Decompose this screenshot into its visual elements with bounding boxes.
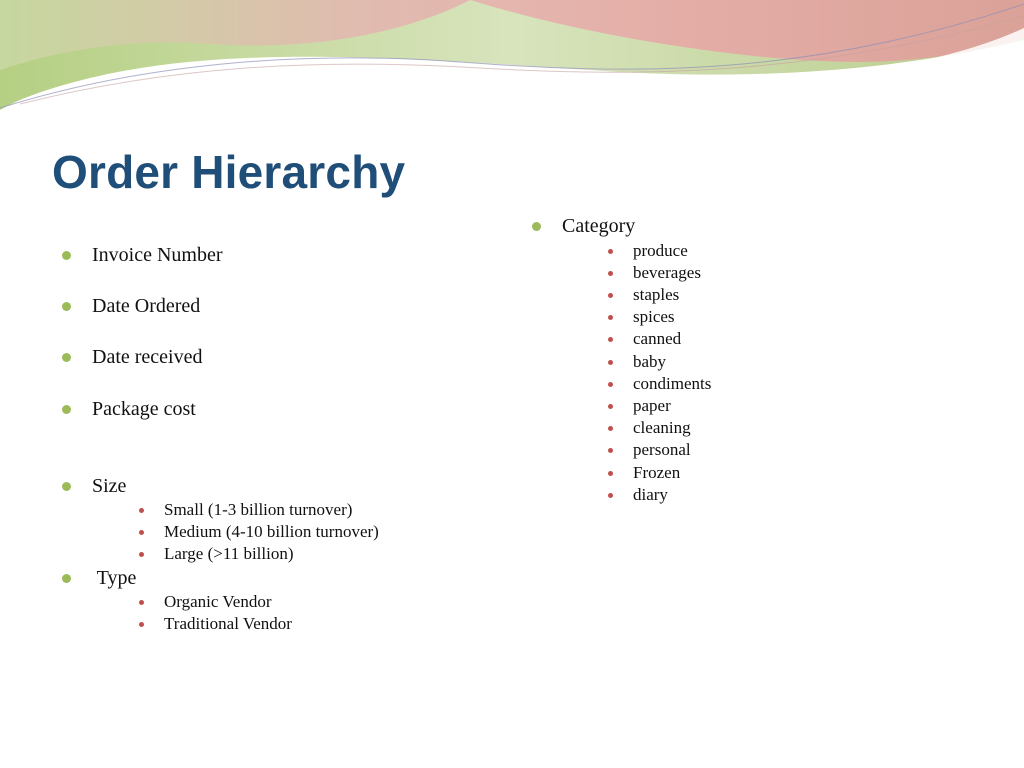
sub-bullet-text: canned — [633, 329, 682, 348]
header-wave-decoration — [0, 0, 1024, 140]
sub-bullet-text: cleaning — [633, 418, 691, 437]
bullet-category — [562, 214, 635, 238]
sub-bullet-text: Large (>11 billion) — [164, 544, 294, 563]
sub-bullet-size-large — [164, 543, 294, 565]
sub-bullet-icon — [608, 293, 613, 298]
sub-bullet-icon — [608, 337, 613, 342]
bullet-icon — [62, 482, 71, 491]
sub-bullet-type-traditional — [164, 613, 292, 635]
bullet-text: Category — [562, 215, 636, 237]
sub-bullet-icon — [608, 360, 613, 365]
bullet-size — [92, 474, 126, 498]
sub-bullet-size-small — [164, 499, 352, 521]
sub-bullet-category-personal — [633, 439, 691, 461]
sub-bullet-icon — [139, 622, 144, 627]
sub-bullet-text: diary — [633, 485, 668, 504]
bullet-text: Date Ordered — [92, 295, 201, 317]
bullet-date-ordered — [92, 294, 200, 318]
sub-bullet-text: produce — [633, 241, 688, 260]
sub-bullet-text: spices — [633, 307, 675, 326]
sub-bullet-icon — [608, 382, 613, 387]
sub-bullet-category-cleaning — [633, 417, 691, 439]
bullet-icon — [62, 405, 71, 414]
sub-bullet-text: condiments — [633, 374, 712, 393]
sub-bullet-icon — [139, 508, 144, 513]
sub-bullet-category-canned — [633, 328, 681, 350]
sub-bullet-text: baby — [633, 352, 667, 371]
sub-bullet-type-organic — [164, 591, 272, 613]
sub-bullet-category-paper — [633, 395, 671, 417]
sub-bullet-text: Frozen — [633, 463, 681, 482]
bullet-date-received — [92, 345, 202, 369]
sub-bullet-icon — [608, 271, 613, 276]
sub-bullet-icon — [608, 315, 613, 320]
sub-bullet-icon — [608, 426, 613, 431]
sub-bullet-icon — [608, 404, 613, 409]
sub-bullet-category-frozen — [633, 462, 680, 484]
sub-bullet-text: beverages — [633, 263, 701, 282]
sub-bullet-icon — [139, 552, 144, 557]
bullet-icon — [62, 302, 71, 311]
sub-bullet-text: Organic Vendor — [164, 592, 272, 611]
bullet-invoice-number — [92, 243, 223, 267]
bullet-text: Size — [92, 475, 127, 497]
sub-bullet-category-spices — [633, 306, 675, 328]
bullet-text: Type — [92, 567, 137, 589]
bullet-icon — [62, 251, 71, 260]
bullet-icon — [62, 574, 71, 583]
sub-bullet-size-medium — [164, 521, 379, 543]
bullet-icon — [62, 353, 71, 362]
sub-bullet-text: staples — [633, 285, 680, 304]
sub-bullet-category-beverages — [633, 262, 701, 284]
sub-bullet-text: Medium (4-10 billion turnover) — [164, 522, 379, 541]
sub-bullet-icon — [139, 530, 144, 535]
sub-bullet-icon — [608, 448, 613, 453]
bullet-icon — [532, 222, 541, 231]
sub-bullet-text: personal — [633, 440, 691, 459]
sub-bullet-text: Small (1-3 billion turnover) — [164, 500, 353, 519]
sub-bullet-text: Traditional Vendor — [164, 614, 292, 633]
sub-bullet-category-condiments — [633, 373, 711, 395]
sub-bullet-category-produce — [633, 240, 688, 262]
sub-bullet-category-baby — [633, 351, 666, 373]
bullet-text: Date received — [92, 346, 203, 368]
slide-title: Order Hierarchy — [52, 146, 406, 198]
sub-bullet-icon — [608, 249, 613, 254]
bullet-text: Package cost — [92, 398, 196, 420]
sub-bullet-icon — [608, 471, 613, 476]
sub-bullet-category-staples — [633, 284, 679, 306]
sub-bullet-icon — [608, 493, 613, 498]
bullet-text: Invoice Number — [92, 244, 223, 266]
bullet-type — [92, 566, 136, 590]
sub-bullet-text: paper — [633, 396, 671, 415]
sub-bullet-category-diary — [633, 484, 668, 506]
bullet-package-cost — [92, 397, 196, 421]
sub-bullet-icon — [139, 600, 144, 605]
